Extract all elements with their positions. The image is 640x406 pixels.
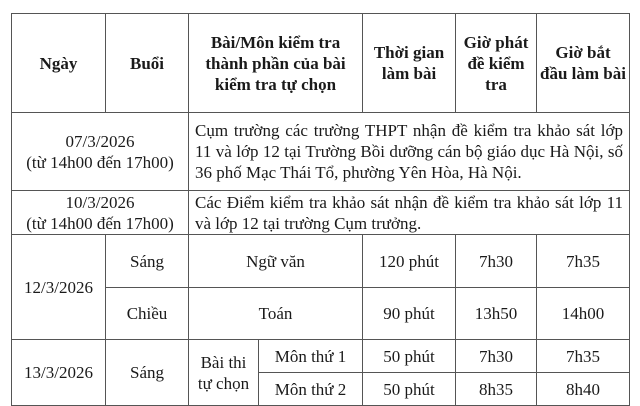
session: Chiều bbox=[106, 288, 189, 340]
subject: Môn thứ 1 bbox=[259, 340, 363, 373]
header-subject: Bài/Môn kiểm tra thành phần của bài kiểm tra tự chọn bbox=[189, 14, 363, 113]
exam-date: 13/3/2026 bbox=[12, 340, 106, 406]
start-time: 7h35 bbox=[537, 235, 630, 288]
header-start-time: Giờ bắt đầu làm bài bbox=[537, 14, 630, 113]
header-session: Buổi bbox=[106, 14, 189, 113]
start-time: 14h00 bbox=[537, 288, 630, 340]
notice-text: Các Điểm kiểm tra khảo sát nhận đề kiểm tra khảo sát lớp 11 và lớp 12 tại trường Cụm trưởng. bbox=[189, 191, 630, 235]
header-distribute-time: Giờ phát đề kiểm tra bbox=[456, 14, 537, 113]
elective-group: Bài thi tự chọn bbox=[189, 340, 259, 406]
header-date: Ngày bbox=[12, 14, 106, 113]
table-row bbox=[12, 191, 630, 235]
notice-text: Cụm trường các trường THPT nhận đề kiểm tra khảo sát lớp 11 và lớp 12 tại Trường Bồi dưỡng cán bộ giáo dục Hà Nội, số 36 phố Mạc Thái Tổ, phường Yên Hòa, Hà Nội. bbox=[189, 113, 630, 191]
duration: 90 phút bbox=[363, 288, 456, 340]
notice-date: 10/3/2026 bbox=[65, 192, 135, 212]
distribute-time: 7h30 bbox=[456, 235, 537, 288]
subject: Toán bbox=[189, 288, 363, 340]
notice-date-cell bbox=[12, 113, 189, 191]
table-row bbox=[12, 235, 630, 288]
duration: 50 phút bbox=[363, 340, 456, 373]
notice-time-range: (từ 14h00 đến 17h00) bbox=[26, 152, 174, 172]
header-duration: Thời gian làm bài bbox=[363, 14, 456, 113]
distribute-time: 8h35 bbox=[456, 373, 537, 406]
session: Sáng bbox=[106, 340, 189, 406]
subject: Môn thứ 2 bbox=[259, 373, 363, 406]
duration: 120 phút bbox=[363, 235, 456, 288]
duration: 50 phút bbox=[363, 373, 456, 406]
distribute-time: 7h30 bbox=[456, 340, 537, 373]
header-row bbox=[12, 14, 630, 113]
session: Sáng bbox=[106, 235, 189, 288]
notice-date-cell bbox=[12, 191, 189, 235]
distribute-time: 13h50 bbox=[456, 288, 537, 340]
exam-date: 12/3/2026 bbox=[12, 235, 106, 340]
notice-date: 07/3/2026 bbox=[65, 131, 135, 151]
subject: Ngữ văn bbox=[189, 235, 363, 288]
table-row bbox=[12, 113, 630, 191]
start-time: 7h35 bbox=[537, 340, 630, 373]
start-time: 8h40 bbox=[537, 373, 630, 406]
table-row bbox=[12, 340, 630, 373]
notice-time-range: (từ 14h00 đến 17h00) bbox=[26, 213, 174, 233]
exam-schedule-table bbox=[11, 13, 630, 406]
